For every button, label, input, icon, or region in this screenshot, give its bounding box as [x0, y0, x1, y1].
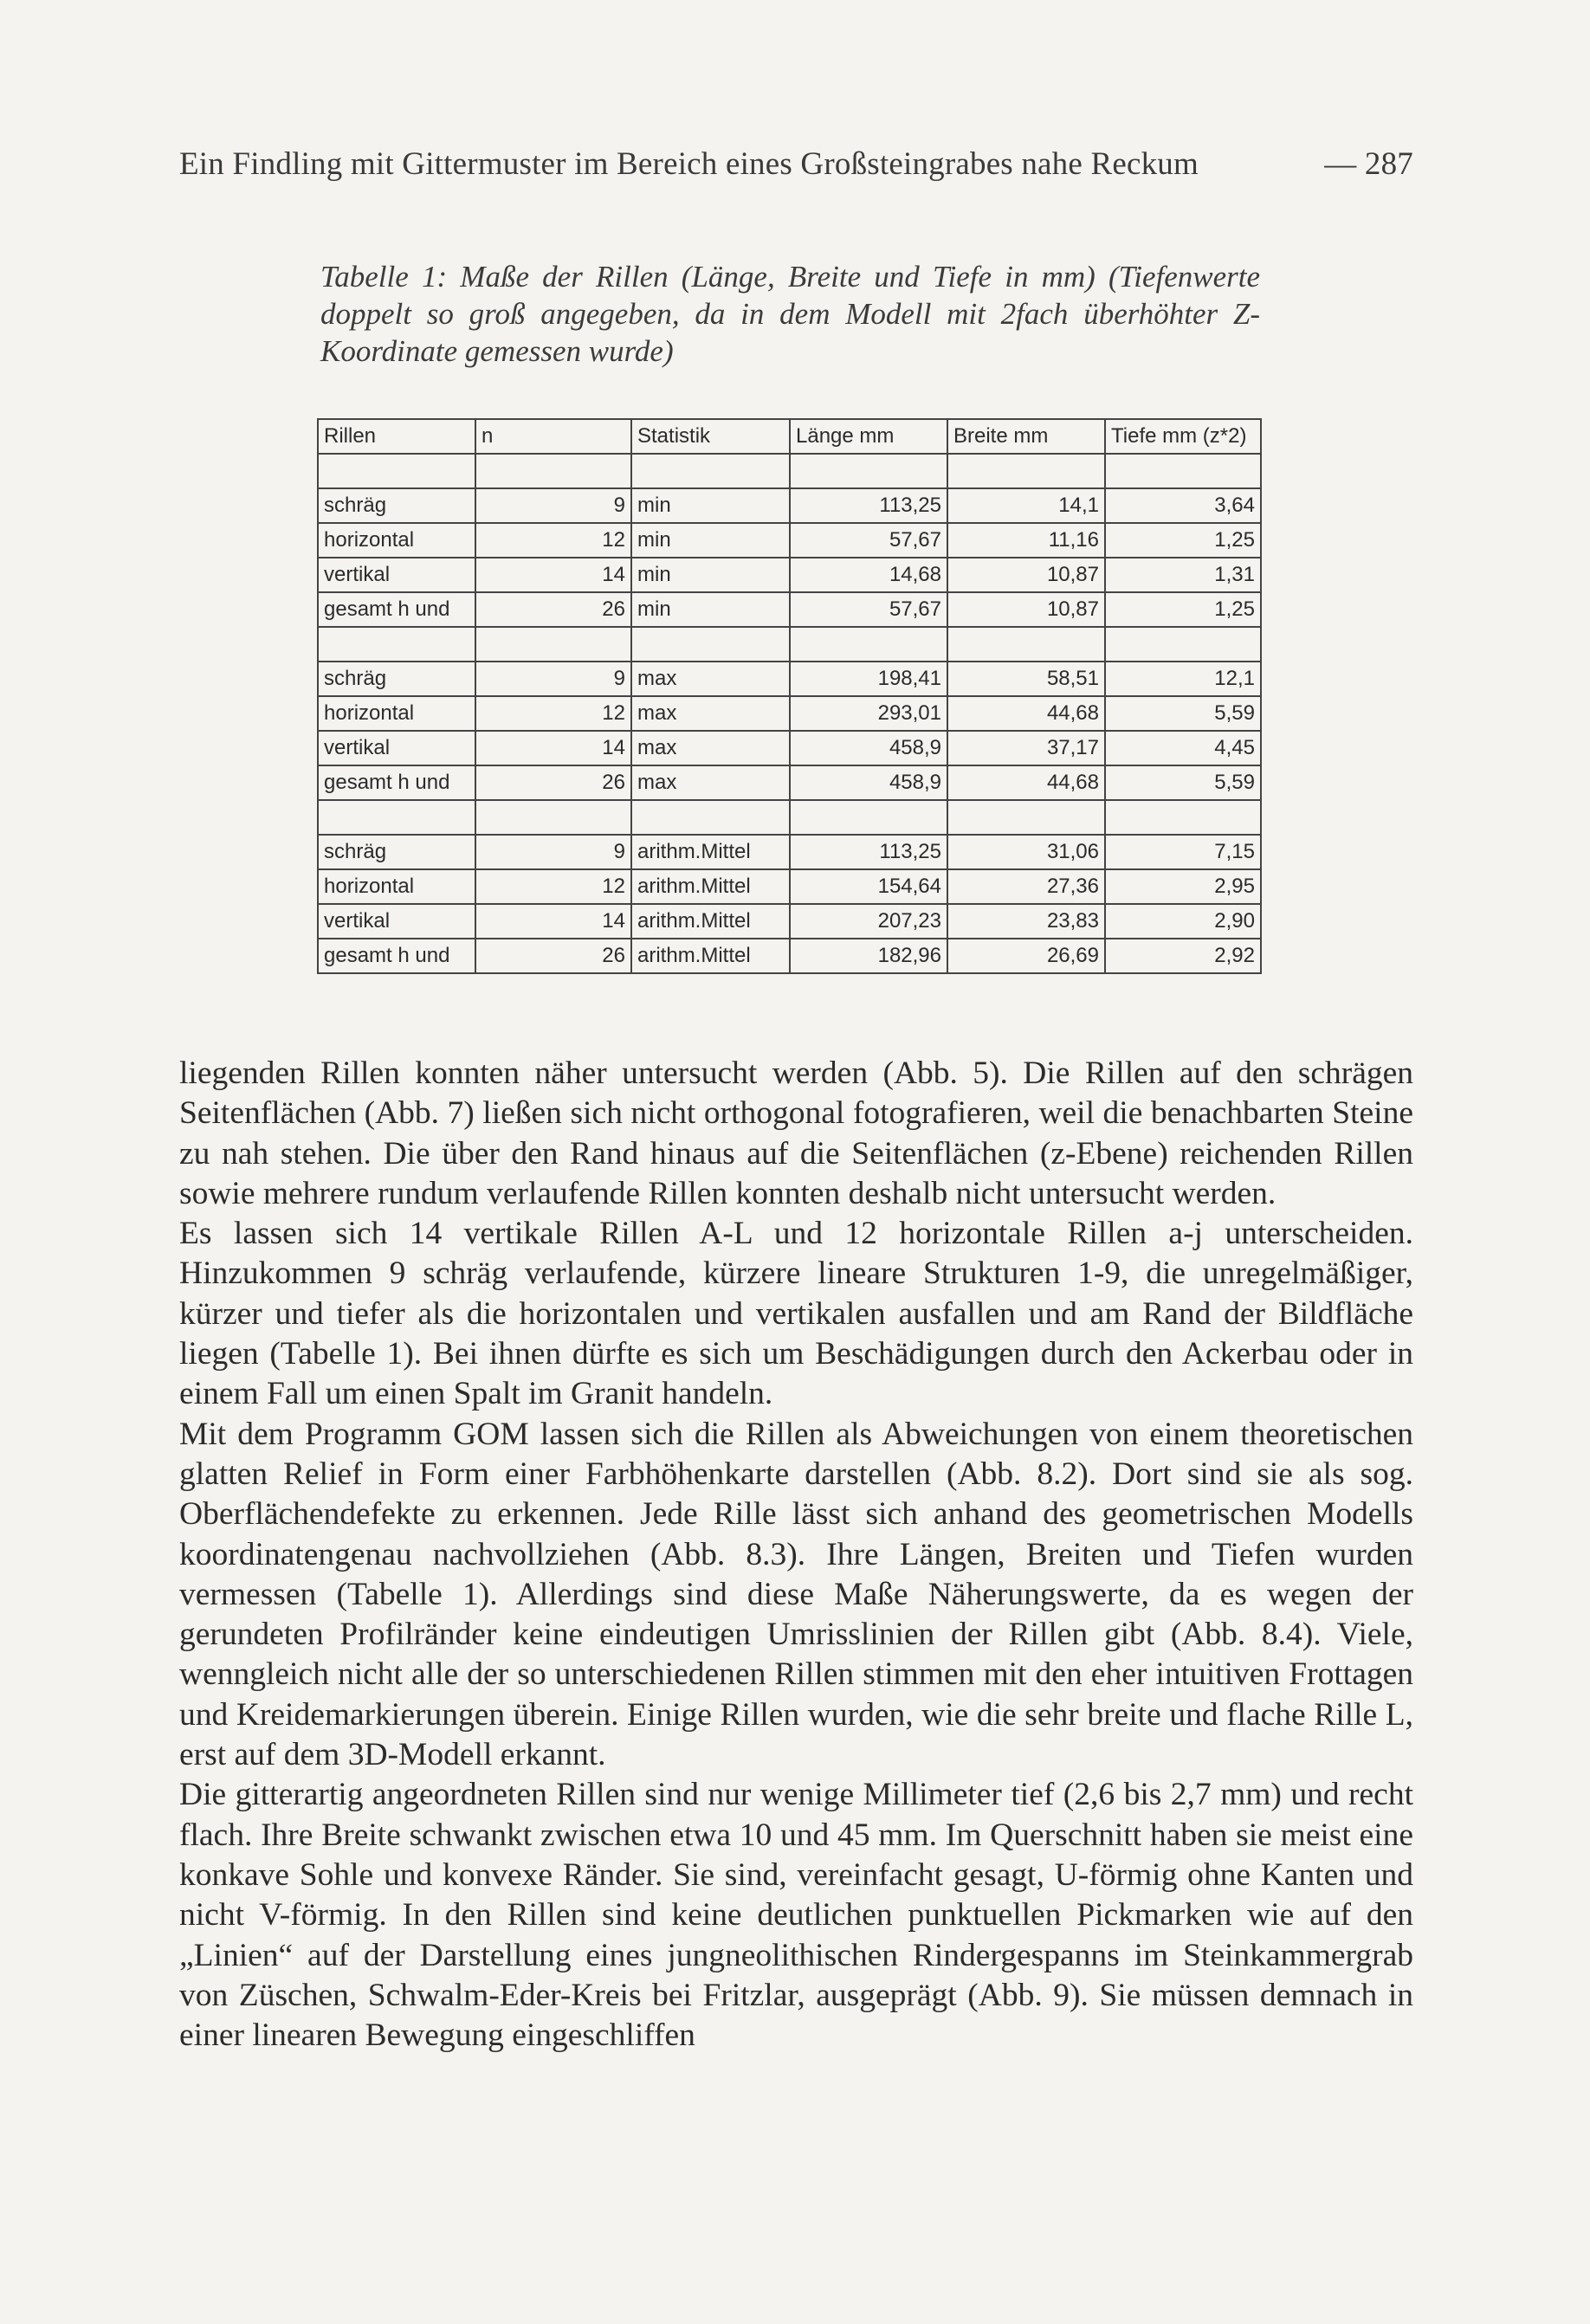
table-cell: 14,68: [790, 558, 947, 592]
table-cell: gesamt h und: [318, 592, 475, 627]
table-cell: 26: [475, 592, 631, 627]
table-cell: 37,17: [947, 731, 1105, 765]
table-cell: arithm.Mittel: [631, 904, 790, 939]
table-cell: arithm.Mittel: [631, 869, 790, 904]
table-cell: 14: [475, 731, 631, 765]
table-spacer-row: [318, 800, 1261, 835]
table-cell: 12: [475, 696, 631, 731]
table-cell: [318, 800, 475, 835]
table-cell: 113,25: [790, 835, 947, 869]
table-row: [318, 696, 1261, 731]
table-row: [318, 939, 1261, 973]
table-row: [318, 488, 1261, 523]
table-spacer-row: [318, 627, 1261, 662]
table-cell: schräg: [318, 662, 475, 696]
table-cell: min: [631, 558, 790, 592]
table-cell: Länge mm: [790, 419, 947, 454]
table-cell: gesamt h und: [318, 765, 475, 800]
table-cell: 12,1: [1105, 662, 1261, 696]
table-cell: 154,64: [790, 869, 947, 904]
table-cell: [790, 627, 947, 662]
table-cell: 293,01: [790, 696, 947, 731]
table-cell: 1,31: [1105, 558, 1261, 592]
table-cell: 2,95: [1105, 869, 1261, 904]
table-cell: 14: [475, 904, 631, 939]
body-paragraph: liegenden Rillen konnten näher untersucht werden (Abb. 5). Die Rillen auf den schrägen Seitenflächen (Abb. 7) ließen sich nicht orthogonal fotografieren, weil die benachbarten Steine zu nah stehen. Die über den Rand hinaus auf die Seitenflächen (z-Ebene) reichenden Rillen sowie mehrere rundum verlaufende Rillen konnten deshalb nicht untersucht werden.: [179, 1055, 1413, 1211]
table-cell: max: [631, 731, 790, 765]
table-cell: 58,51: [947, 662, 1105, 696]
table-cell: max: [631, 765, 790, 800]
table-cell: [631, 627, 790, 662]
table-cell: [947, 800, 1105, 835]
table-row: [318, 765, 1261, 800]
table-cell: schräg: [318, 488, 475, 523]
table-cell: 12: [475, 869, 631, 904]
table-cell: min: [631, 488, 790, 523]
running-title: Ein Findling mit Gittermuster im Bereich eines Großsteingrabes nahe Reckum: [179, 146, 1199, 182]
table-cell: 57,67: [790, 592, 947, 627]
table-cell: 10,87: [947, 592, 1105, 627]
table-cell: horizontal: [318, 869, 475, 904]
table-cell: [790, 454, 947, 488]
table-cell: 7,15: [1105, 835, 1261, 869]
table-cell: 113,25: [790, 488, 947, 523]
table-row: [318, 869, 1261, 904]
body-text: [179, 1054, 1413, 2056]
table-caption: [320, 258, 1260, 370]
table-cell: [475, 454, 631, 488]
table-cell: arithm.Mittel: [631, 939, 790, 973]
table-cell: 1,25: [1105, 592, 1261, 627]
table-cell: [790, 800, 947, 835]
table-cell: 26,69: [947, 939, 1105, 973]
table-cell: 2,90: [1105, 904, 1261, 939]
table-cell: n: [475, 419, 631, 454]
table-cell: [475, 627, 631, 662]
table-cell: Breite mm: [947, 419, 1105, 454]
table-row: [318, 662, 1261, 696]
body-paragraph: Mit dem Programm GOM lassen sich die Rillen als Abweichungen von einem theoretischen glatten Relief in Form einer Farbhöhenkarte darstellen (Abb. 8.2). Dort sind sie als sog. Oberflächendefekte zu erkennen. Jede Rille lässt sich anhand des geometrischen Modells koordinatengenau nachvollziehen (Abb. 8.3). Ihre Längen, Breiten und Tiefen wurden vermessen (Tabelle 1). Allerdings sind diese Maße Näherungswerte, da es wegen der gerundeten Profilränder keine eindeutigen Umrisslinien der Rillen gibt (Abb. 8.4). Viele, wenngleich nicht alle der so unterschiedenen Rillen stimmen mit den eher intuitiven Frottagen und Kreidemarkierungen überein. Einige Rillen wurden, wie die sehr breite und flache Rille L, erst auf dem 3D-Modell erkannt.: [179, 1416, 1413, 1773]
table-cell: [475, 800, 631, 835]
table-cell: 12: [475, 523, 631, 558]
table-header-row: [318, 419, 1261, 454]
table-cell: 26: [475, 939, 631, 973]
table-cell: 26: [475, 765, 631, 800]
body-paragraph: Es lassen sich 14 vertikale Rillen A-L und 12 horizontale Rillen a-j unterscheiden. Hinzukommen 9 schräg verlaufende, kürzere lineare Strukturen 1-9, die unregelmäßiger, kürzer und tiefer als die horizontalen und vertikalen ausfallen und am Rand der Bildfläche liegen (Tabelle 1). Bei ihnen dürfte es sich um Beschädigungen durch den Ackerbau oder in einem Fall um einen Spalt im Granit handeln.: [179, 1216, 1413, 1412]
table-cell: schräg: [318, 835, 475, 869]
table-cell: vertikal: [318, 904, 475, 939]
table-cell: 198,41: [790, 662, 947, 696]
table-cell: 2,92: [1105, 939, 1261, 973]
table-cell: 207,23: [790, 904, 947, 939]
table-cell: 10,87: [947, 558, 1105, 592]
table-cell: 14: [475, 558, 631, 592]
table-row: [318, 523, 1261, 558]
table-cell: [631, 800, 790, 835]
table-row: [318, 592, 1261, 627]
table-cell: min: [631, 592, 790, 627]
table-cell: Rillen: [318, 419, 475, 454]
table-cell: vertikal: [318, 558, 475, 592]
table-cell: 9: [475, 488, 631, 523]
table-cell: [318, 627, 475, 662]
table-cell: 44,68: [947, 765, 1105, 800]
caption-text: Tabelle 1: Maße der Rillen (Länge, Breite und Tiefe in mm) (Tiefenwerte doppelt so groß angegeben, da in dem Modell mit 2fach überhöhter Z-Koordinate gemessen wurde): [320, 260, 1260, 368]
table-cell: gesamt h und: [318, 939, 475, 973]
table-cell: horizontal: [318, 696, 475, 731]
table-cell: [1105, 800, 1261, 835]
table-cell: Statistik: [631, 419, 790, 454]
running-header: [179, 145, 1413, 183]
table-cell: 9: [475, 835, 631, 869]
table-cell: 5,59: [1105, 696, 1261, 731]
table-row: [318, 835, 1261, 869]
table-cell: 44,68: [947, 696, 1105, 731]
table-spacer-row: [318, 454, 1261, 488]
table-cell: 1,25: [1105, 523, 1261, 558]
table-cell: 458,9: [790, 731, 947, 765]
body-paragraph: Die gitterartig angeordneten Rillen sind nur wenige Millimeter tief (2,6 bis 2,7 mm) und recht flach. Ihre Breite schwankt zwischen etwa 10 und 45 mm. Im Querschnitt haben sie meist eine konkave Sohle und konvexe Ränder. Sie sind, vereinfacht gesagt, U-förmig ohne Kanten und nicht V-förmig. In den Rillen sind keine deutlichen punktuellen Pickmarken wie auf den „Linien“ auf der Darstellung eines jungneolithischen Rindergespanns im Steinkammergrab von Züschen, Schwalm-Eder-Kreis bei Fritzlar, ausgeprägt (Abb. 9). Sie müssen demnach in einer linearen Bewegung eingeschliffen: [179, 1777, 1413, 2054]
table-cell: min: [631, 523, 790, 558]
table-cell: [947, 454, 1105, 488]
table-cell: 14,1: [947, 488, 1105, 523]
table-cell: 11,16: [947, 523, 1105, 558]
table-row: [318, 558, 1261, 592]
table-cell: [318, 454, 475, 488]
table-cell: 31,06: [947, 835, 1105, 869]
table-cell: 27,36: [947, 869, 1105, 904]
table-cell: 182,96: [790, 939, 947, 973]
table-cell: [1105, 627, 1261, 662]
page-number: — 287: [1324, 146, 1413, 182]
table-cell: 458,9: [790, 765, 947, 800]
measurements-table: [317, 418, 1262, 974]
table-cell: 3,64: [1105, 488, 1261, 523]
table-cell: [1105, 454, 1261, 488]
table-cell: [631, 454, 790, 488]
table-cell: 57,67: [790, 523, 947, 558]
table-cell: arithm.Mittel: [631, 835, 790, 869]
table-cell: max: [631, 696, 790, 731]
table-cell: Tiefe mm (z*2): [1105, 419, 1261, 454]
table-cell: 5,59: [1105, 765, 1261, 800]
table-cell: [947, 627, 1105, 662]
table-cell: 9: [475, 662, 631, 696]
table-row: [318, 904, 1261, 939]
table-cell: vertikal: [318, 731, 475, 765]
table-row: [318, 731, 1261, 765]
table-cell: 4,45: [1105, 731, 1261, 765]
table-cell: horizontal: [318, 523, 475, 558]
table-cell: max: [631, 662, 790, 696]
table-cell: 23,83: [947, 904, 1105, 939]
